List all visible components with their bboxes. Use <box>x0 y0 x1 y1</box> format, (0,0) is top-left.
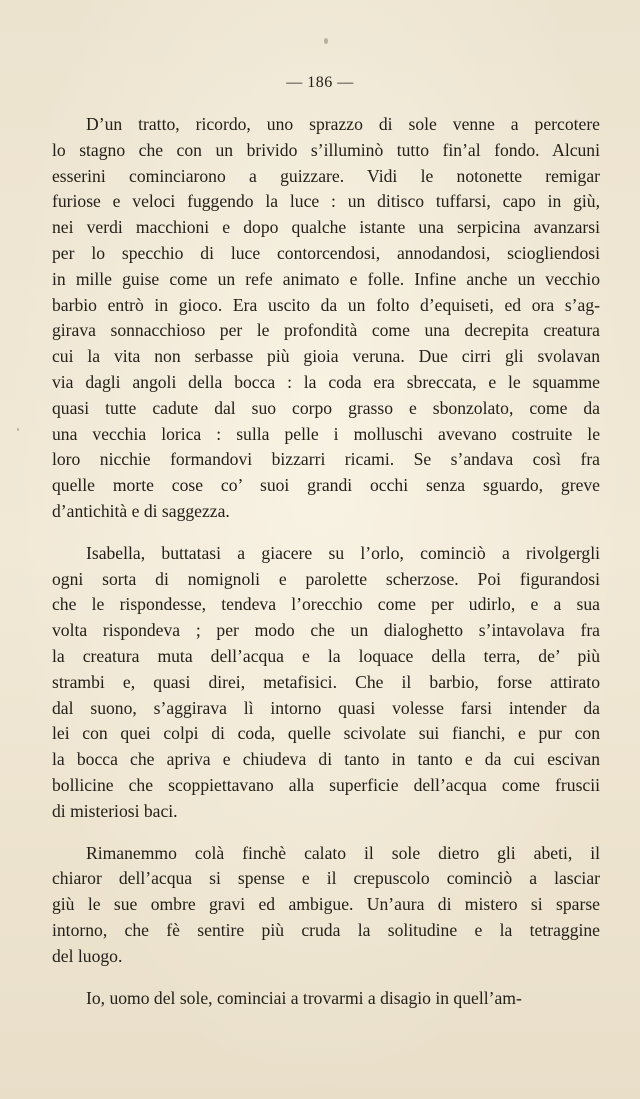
text-line: che le rispondesse, tendeva l’orecchio come per udirlo, e a sua <box>52 594 600 615</box>
text-line: strambi e, quasi direi, metafisici. Che il barbio, forse attirato <box>52 671 600 692</box>
paragraph <box>52 112 600 525</box>
text-line: la creatura muta dell’acqua e la loquace della terra, de’ più <box>52 645 600 666</box>
text-line: bollicine che scoppiettavano alla superficie dell’acqua come fruscii <box>52 774 600 795</box>
paper-speck <box>17 428 19 431</box>
text-line: esserini cominciarono a guizzare. Vidi le notonette remigar <box>52 165 600 186</box>
text-line: cui la vita non serbasse più gioia veruna. Due cirri gli svolavan <box>52 346 600 367</box>
text-line: chiaror dell’acqua si spense e il crepuscolo cominciò a lasciar <box>52 868 600 889</box>
text-line: d’antichità e di saggezza. <box>52 500 230 521</box>
text-line: lei con quei colpi di coda, quelle scivolate sui fianchi, e pur con <box>52 723 600 744</box>
text-line: quasi tutte cadute dal suo corpo grasso e sbonzolato, come da <box>52 397 600 418</box>
paragraph <box>52 841 600 970</box>
text-line: loro nicchie formandovi bizzarri ricami. Se s’andava così fra <box>52 449 600 470</box>
body-text <box>52 112 600 1027</box>
text-line: volta rispondeva ; per modo che un dialoghetto s’intavolava fra <box>52 620 600 641</box>
text-line: via dagli angoli della bocca : la coda era sbreccata, e le squamme <box>52 371 600 392</box>
text-line: ogni sorta di nomignoli e parolette scherzose. Poi figurandosi <box>52 568 600 589</box>
paragraph <box>52 986 600 1012</box>
text-line: furiose e veloci fuggendo la luce : un ditisco tuffarsi, capo in giù, <box>52 191 600 212</box>
text-line: quelle morte cose co’ suoi grandi occhi senza sguardo, greve <box>52 475 600 496</box>
text-line: in mille guise come un refe animato e folle. Infine anche un vecchio <box>52 268 600 289</box>
text-line: Rimanemmo colà finchè calato il sole dietro gli abeti, il <box>86 842 600 863</box>
text-line: lo stagno che con un brivido s’illuminò tutto fin’al fondo. Alcuni <box>52 139 600 160</box>
paper-speck <box>324 38 328 44</box>
text-line: girava sonnacchioso per le profondità come una decrepita creatura <box>52 320 600 341</box>
text-line: Isabella, buttatasi a giacere su l’orlo, cominciò a rivolgergli <box>86 542 600 563</box>
text-line: nei verdi macchioni e dopo qualche istante una serpicina avanzarsi <box>52 217 600 238</box>
text-line: per lo specchio di luce contorcendosi, annodandosi, sciogliendosi <box>52 242 600 263</box>
text-line: giù le sue ombre gravi ed ambigue. Un’aura di mistero si sparse <box>52 894 600 915</box>
text-line: D’un tratto, ricordo, uno sprazzo di sole venne a percotere <box>86 114 600 134</box>
text-line: dal suono, s’aggirava lì intorno quasi volesse farsi intender da <box>52 697 600 718</box>
text-line: di misteriosi baci. <box>52 800 178 821</box>
text-line: la bocca che apriva e chiudeva di tanto in tanto e da cui escivan <box>52 749 600 770</box>
paragraph <box>52 541 600 825</box>
text-line: barbio entrò in gioco. Era uscito da un folto d’equiseti, ed ora s’ag- <box>52 294 600 315</box>
page-number: — 186 — <box>286 74 354 91</box>
text-line: una vecchia lorica : sulla pelle i molluschi avevano costruite le <box>52 423 600 444</box>
text-line: del luogo. <box>52 945 123 966</box>
text-line: Io, uomo del sole, cominciai a trovarmi a disagio in quell’am- <box>86 987 522 1008</box>
text-line: intorno, che fè sentire più cruda la solitudine e la tetraggine <box>52 919 600 940</box>
